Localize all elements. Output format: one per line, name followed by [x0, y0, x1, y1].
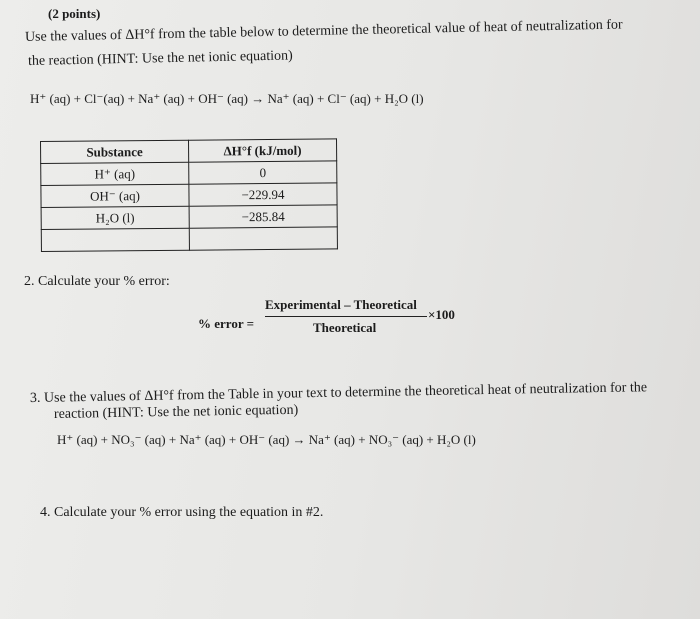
table-cell-substance — [41, 228, 189, 251]
points-label: (2 points) — [48, 6, 101, 21]
table-row — [41, 183, 337, 208]
fraction-denominator: Theoretical — [313, 320, 377, 335]
percent-error-label: % error = — [198, 316, 255, 331]
table-header-substance: Substance — [41, 140, 189, 163]
table-row — [41, 205, 337, 230]
table-cell-substance: H⁺ (aq) — [41, 162, 189, 185]
question-1-equation: H⁺ (aq) + Cl⁻(aq) + Na⁺ (aq) + OH⁻ (aq) → Na⁺ (aq) + Cl⁻ (aq) + H₂O (l) — [30, 91, 424, 106]
table-cell-value — [189, 227, 337, 250]
question-3-text-line1: 3. Use the values of ΔH°f from the Table in your text to determine the theoretical heat of neutralization for the — [29, 380, 648, 406]
fraction-numerator: Experimental – Theoretical — [265, 297, 417, 312]
table-cell-substance: OH⁻ (aq) — [41, 184, 189, 207]
table-row — [41, 161, 337, 186]
table-row — [41, 227, 337, 252]
question-3-text-line2: reaction (HINT: Use the net ionic equation) — [53, 402, 299, 422]
table-cell-value: −229.94 — [189, 183, 337, 206]
question-4-text: 4. Calculate your % error using the equation in #2. — [40, 505, 324, 520]
table-cell-value: 0 — [189, 161, 337, 184]
enthalpy-table — [40, 138, 338, 252]
table-header-enthalpy: ΔH°f (kJ/mol) — [188, 139, 336, 162]
question-1-text-line1: Use the values of ΔH°f from the table below to determine the theoretical value of heat of neutralization for — [24, 17, 623, 45]
question-3-equation: H⁺ (aq) + NO₃⁻ (aq) + Na⁺ (aq) + OH⁻ (aq) → Na⁺ (aq) + NO₃⁻ (aq) + H₂O (l) — [57, 432, 476, 447]
table-cell-substance: H₂O (l) — [41, 206, 189, 229]
fraction-bar — [265, 316, 427, 317]
table-cell-value: −285.84 — [189, 205, 337, 228]
percent-error-multiplier: ×100 — [428, 307, 455, 322]
table-header-row — [41, 139, 337, 164]
question-2-text: 2. Calculate your % error: — [24, 274, 170, 289]
question-1-text-line2: the reaction (HINT: Use the net ionic equation) — [27, 48, 293, 69]
